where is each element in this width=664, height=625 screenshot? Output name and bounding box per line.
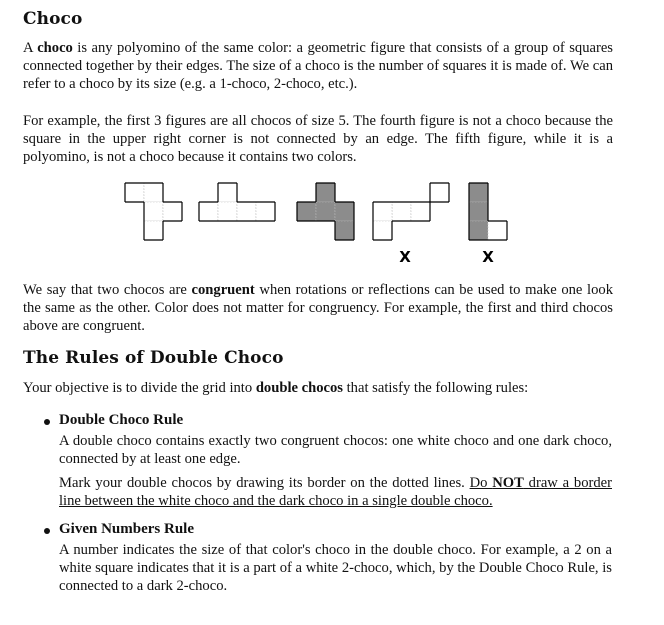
rule1-p2-text-b: Do <box>469 475 493 491</box>
polyomino-cell <box>144 202 163 221</box>
section-title-choco: Choco <box>23 9 83 29</box>
polyomino-cell <box>316 202 335 221</box>
polyomino-cell <box>237 202 256 221</box>
polyomino-cell <box>335 221 354 240</box>
polyomino-cell <box>392 202 411 221</box>
p3-term-congruent: congruent <box>191 282 255 298</box>
not-choco-mark-4: X <box>399 248 411 266</box>
polyomino-cell <box>144 183 163 202</box>
polyomino-cell <box>373 202 392 221</box>
polyomino-cell <box>199 202 218 221</box>
polyomino-cell <box>335 202 354 221</box>
rule1-paragraph-1: A double choco contains exactly two congruent chocos: one white choco and one dark choco, connected by at least one edge. <box>59 433 612 467</box>
rule-title-double-choco: Double Choco Rule <box>59 412 184 428</box>
polyomino-figure-3 <box>297 183 354 240</box>
polyomino-cell <box>297 202 316 221</box>
p3-text-c: when rotations or reflections can be used to make one look the same as the other. Color does not matter for congruency. For example, the first and third chocos above are congruent. <box>23 282 614 334</box>
p3-text-a: We say that two chocos are <box>23 282 192 298</box>
intro-term-double-chocos: double chocos <box>255 380 343 396</box>
rule-title-given-numbers: Given Numbers Rule <box>59 521 194 537</box>
polyomino-cell <box>125 183 144 202</box>
polyomino-cell <box>411 202 430 221</box>
p1-text-c: is any polyomino of the same color: a geometric figure that consists of a group of squares connected together by their edges. The size of a choco is the number of squares it is made of. We can refer to a choco by its size (e.g. a 1-choco, 2-choco, etc.). <box>23 40 613 92</box>
intro-text-c: that satisfy the following rules: <box>342 380 529 396</box>
intro-text-a: Your objective is to divide the grid into <box>23 380 256 396</box>
polyomino-figure-4 <box>373 183 449 240</box>
polyomino-cell <box>256 202 275 221</box>
polyomino-cell <box>316 183 335 202</box>
polyomino-figure-1 <box>125 183 182 240</box>
not-choco-mark-5: X <box>482 248 494 266</box>
rule2-paragraph-1: A number indicates the size of that color's choco in the double choco. For example, a 2 on a white square indicates that it is a part of a white 2-choco, which, by the Double Choco Rule, is connected to a dark 2-choco. <box>59 542 612 594</box>
p1-text-a: A <box>23 40 38 56</box>
rule1-p2-text-d: draw a border line between the white choco and the dark choco in a single double choco. <box>59 475 612 509</box>
polyomino-figure-2 <box>199 183 275 221</box>
polyomino-cell <box>469 221 488 240</box>
polyomino-cell <box>373 221 392 240</box>
choco-example-paragraph: For example, the first 3 figures are all chocos of size 5. The fourth figure is not a choco because the square in the upper right corner is not connected by an edge. The fifth figure, while it is a polyomino, is not a choco because it contains two colors. <box>23 113 613 165</box>
polyomino-cell <box>469 202 488 221</box>
polyomino-cell <box>218 183 237 202</box>
polyomino-cell <box>163 202 182 221</box>
polyomino-cell <box>469 183 488 202</box>
polyomino-figure-5 <box>469 183 507 240</box>
section-title-rules: The Rules of Double Choco <box>23 348 284 368</box>
polyomino-cell <box>430 183 449 202</box>
rule1-p2-term-not: NOT <box>492 475 524 491</box>
polyomino-cell <box>218 202 237 221</box>
polyomino-cell <box>144 221 163 240</box>
polyomino-cell <box>488 221 507 240</box>
p1-term-choco: choco <box>37 40 73 56</box>
rule1-p2-text-a: Mark your double chocos by drawing its border on the dotted lines. <box>59 475 470 491</box>
